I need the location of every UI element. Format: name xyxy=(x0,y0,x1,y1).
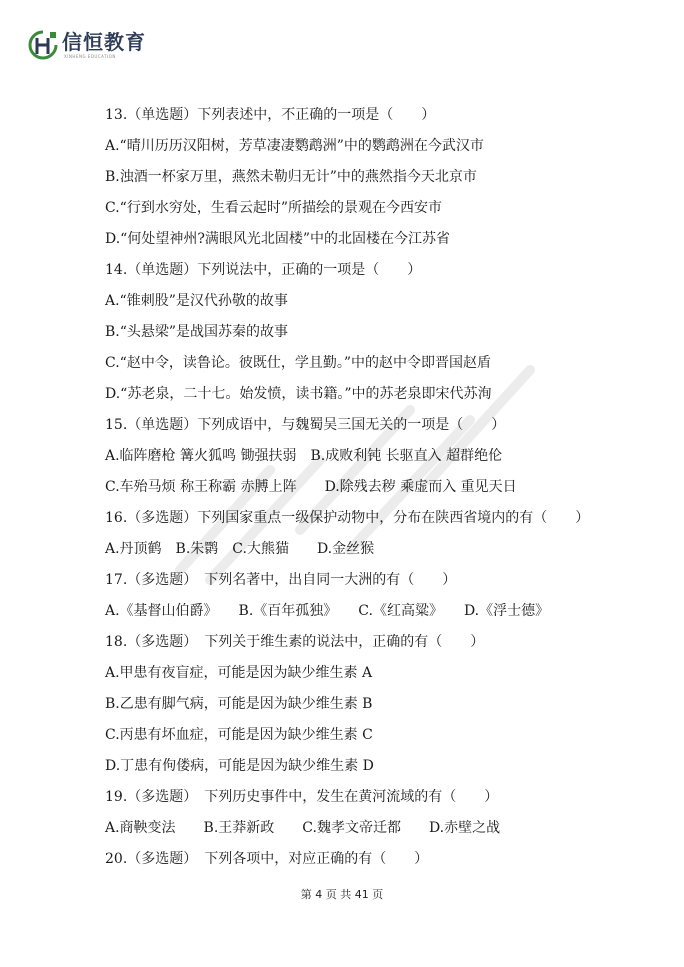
q13-option-b: B.浊酒一杯家万里，燕然未勒归无计”中的燕然指今天北京市 xyxy=(105,169,477,185)
logo-text: 信恒教育 xyxy=(62,30,146,54)
q20-stem: 20.（多选题） 下列各项中，对应正确的有（ ） xyxy=(105,851,429,867)
q14-option-c: C.“赵中令，读鲁论。彼既仕，学且勤。”中的赵中令即晋国赵盾 xyxy=(105,355,491,371)
q18-option-d: D.丁患有佝偻病，可能是因为缺少维生素 D xyxy=(105,758,374,774)
q13-option-a: A.“晴川历历汉阳树，芳草凄凄鹦鹉洲”中的鹦鹉洲在今武汉市 xyxy=(105,138,484,154)
q13-option-c: C.“行到水穷处，生看云起时”所描绘的景观在今西安市 xyxy=(105,200,442,216)
q15-options-ab: A.临阵磨枪 篝火狐鸣 锄强扶弱 B.成败利钝 长驱直入 超群绝伦 xyxy=(105,448,503,464)
q17-stem: 17.（多选题） 下列名著中，出自同一大洲的有（ ） xyxy=(105,572,457,588)
q18-option-c: C.丙患有坏血症，可能是因为缺少维生素 C xyxy=(105,727,373,743)
q16-options: A.丹顶鹤 B.朱鹮 C.大熊猫 D.金丝猴 xyxy=(105,541,375,557)
q14-option-a: A.“锥刺股”是汉代孙敬的故事 xyxy=(105,293,288,309)
q18-option-a: A.甲患有夜盲症，可能是因为缺少维生素 A xyxy=(105,665,373,681)
q16-stem: 16.（多选题）下列国家重点一级保护动物中，分布在陕西省境内的有（ ） xyxy=(105,510,590,526)
brand-logo xyxy=(28,30,146,64)
q13-option-d: D.“何处望神州?满眼风光北固楼”中的北固楼在今江苏省 xyxy=(105,231,450,247)
logo-subtext: XINHENG EDUCATION xyxy=(64,54,116,59)
q14-option-b: B.“头悬梁”是战国苏秦的故事 xyxy=(105,324,289,340)
q19-stem: 19.（多选题） 下列历史事件中，发生在黄河流域的有（ ） xyxy=(105,789,499,805)
q14-stem: 14.（单选题）下列说法中，正确的一项是（ ） xyxy=(105,262,422,278)
q18-stem: 18.（多选题） 下列关于维生素的说法中，正确的有（ ） xyxy=(105,634,485,650)
question-content xyxy=(105,100,625,875)
logo-mark-icon xyxy=(28,30,58,60)
q14-option-d: D.“苏老泉，二十七。始发愤，读书籍。”中的苏老泉即宋代苏洵 xyxy=(105,386,492,402)
q15-options-cd: C.车殆马烦 称王称霸 赤膊上阵 D.除残去秽 乘虚而入 重见天日 xyxy=(105,479,517,495)
q18-option-b: B.乙患有脚气病，可能是因为缺少维生素 B xyxy=(105,696,373,712)
q17-options: A.《基督山伯爵》 B.《百年孤独》 C.《红高粱》 D.《浮士德》 xyxy=(105,603,550,619)
q15-stem: 15.（单选题）下列成语中，与魏蜀吴三国无关的一项是（ ） xyxy=(105,417,506,433)
page-number: 第 4 页 共 41 页 xyxy=(300,888,384,901)
q13-stem: 13.（单选题）下列表述中，不正确的一项是（ ） xyxy=(105,107,436,123)
q19-options: A.商鞅变法 B.王莽新政 C.魏孝文帝迁都 D.赤壁之战 xyxy=(105,820,501,836)
